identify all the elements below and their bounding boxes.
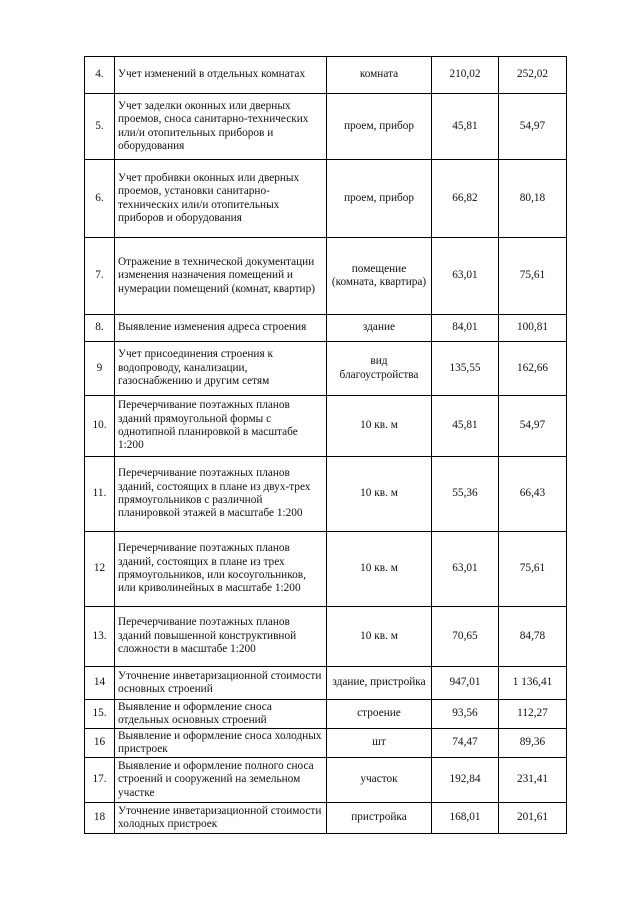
service-name: Учет заделки оконных или дверных проемов, сноса санитарно-технических или/и отопительных приборов и оборудования (115, 94, 327, 160)
service-name: Выявление и оформление полного сноса строений и сооружений на земельном участке (115, 758, 327, 803)
unit-of-measure: 10 кв. м (327, 457, 432, 532)
price-without-vat: 66,82 (432, 160, 499, 238)
row-number: 11. (85, 457, 115, 532)
price-without-vat: 74,47 (432, 729, 499, 758)
service-name: Уточнение инветаризационной стоимости основных строений (115, 667, 327, 700)
price-with-vat: 66,43 (499, 457, 567, 532)
service-name: Перечерчивание поэтажных планов зданий повышенной конструктивной сложности в масштабе 1:200 (115, 607, 327, 667)
row-number: 12 (85, 532, 115, 607)
price-with-vat: 1 136,41 (499, 667, 567, 700)
unit-of-measure: комната (327, 57, 432, 94)
row-number: 13. (85, 607, 115, 667)
service-name: Выявление изменения адреса строения (115, 315, 327, 342)
price-without-vat: 93,56 (432, 700, 499, 729)
unit-of-measure: строение (327, 700, 432, 729)
price-without-vat: 70,65 (432, 607, 499, 667)
price-without-vat: 192,84 (432, 758, 499, 803)
price-without-vat: 55,36 (432, 457, 499, 532)
price-without-vat: 63,01 (432, 238, 499, 315)
price-with-vat: 112,27 (499, 700, 567, 729)
service-name: Учет пробивки оконных или дверных проемов, установки санитарно-технических или/и отопительных приборов и оборудования (115, 160, 327, 238)
unit-of-measure: здание, пристройка (327, 667, 432, 700)
row-number: 17. (85, 758, 115, 803)
table-row (85, 57, 567, 94)
row-number: 14 (85, 667, 115, 700)
unit-of-measure: шт (327, 729, 432, 758)
price-without-vat: 947,01 (432, 667, 499, 700)
unit-of-measure: 10 кв. м (327, 396, 432, 457)
unit-of-measure: 10 кв. м (327, 532, 432, 607)
table-row (85, 160, 567, 238)
price-with-vat: 162,66 (499, 342, 567, 396)
row-number: 18 (85, 803, 115, 834)
unit-of-measure: проем, прибор (327, 94, 432, 160)
row-number: 4. (85, 57, 115, 94)
price-with-vat: 54,97 (499, 396, 567, 457)
service-name: Перечерчивание поэтажных планов зданий, состоящих в плане из трех прямоугольников, или косоугольников, или криволинейных в масштабе 1:200 (115, 532, 327, 607)
price-without-vat: 210,02 (432, 57, 499, 94)
unit-of-measure: проем, прибор (327, 160, 432, 238)
unit-of-measure: пристройка (327, 803, 432, 834)
table-row (85, 729, 567, 758)
service-name: Перечерчивание поэтажных планов зданий прямоугольной формы с однотипной планировкой в масштабе 1:200 (115, 396, 327, 457)
row-number: 8. (85, 315, 115, 342)
price-with-vat: 252,02 (499, 57, 567, 94)
row-number: 10. (85, 396, 115, 457)
service-name: Уточнение инветаризационной стоимости холодных пристроек (115, 803, 327, 834)
unit-of-measure: помещение (комната, квартира) (327, 238, 432, 315)
price-table-body (85, 57, 567, 834)
price-with-vat: 84,78 (499, 607, 567, 667)
table-row (85, 667, 567, 700)
table-row (85, 803, 567, 834)
service-name: Перечерчивание поэтажных планов зданий, состоящих в плане из двух-трех прямоугольников с различной планировкой этажей в масштабе 1:200 (115, 457, 327, 532)
price-with-vat: 75,61 (499, 532, 567, 607)
price-without-vat: 45,81 (432, 396, 499, 457)
service-name: Выявление и оформление сноса отдельных основных строений (115, 700, 327, 729)
price-with-vat: 100,81 (499, 315, 567, 342)
row-number: 5. (85, 94, 115, 160)
table-row (85, 457, 567, 532)
row-number: 9 (85, 342, 115, 396)
table-row (85, 238, 567, 315)
price-with-vat: 231,41 (499, 758, 567, 803)
table-row (85, 532, 567, 607)
service-name: Выявление и оформление сноса холодных пристроек (115, 729, 327, 758)
unit-of-measure: здание (327, 315, 432, 342)
price-without-vat: 168,01 (432, 803, 499, 834)
table-row (85, 94, 567, 160)
price-with-vat: 201,61 (499, 803, 567, 834)
row-number: 16 (85, 729, 115, 758)
price-without-vat: 63,01 (432, 532, 499, 607)
unit-of-measure: участок (327, 758, 432, 803)
row-number: 7. (85, 238, 115, 315)
unit-of-measure: вид благоустройства (327, 342, 432, 396)
table-row (85, 396, 567, 457)
price-with-vat: 75,61 (499, 238, 567, 315)
unit-of-measure: 10 кв. м (327, 607, 432, 667)
price-without-vat: 45,81 (432, 94, 499, 160)
row-number: 6. (85, 160, 115, 238)
price-with-vat: 80,18 (499, 160, 567, 238)
table-row (85, 315, 567, 342)
price-with-vat: 89,36 (499, 729, 567, 758)
price-without-vat: 135,55 (432, 342, 499, 396)
service-name: Учет присоединения строения к водопроводу, канализации, газоснабжению и другим сетям (115, 342, 327, 396)
service-name: Учет изменений в отдельных комнатах (115, 57, 327, 94)
table-row (85, 758, 567, 803)
row-number: 15. (85, 700, 115, 729)
table-row (85, 342, 567, 396)
price-without-vat: 84,01 (432, 315, 499, 342)
price-with-vat: 54,97 (499, 94, 567, 160)
table-row (85, 607, 567, 667)
service-name: Отражение в технической документации изменения назначения помещений и нумерации помещений (комнат, квартир) (115, 238, 327, 315)
price-table (84, 56, 567, 834)
table-row (85, 700, 567, 729)
